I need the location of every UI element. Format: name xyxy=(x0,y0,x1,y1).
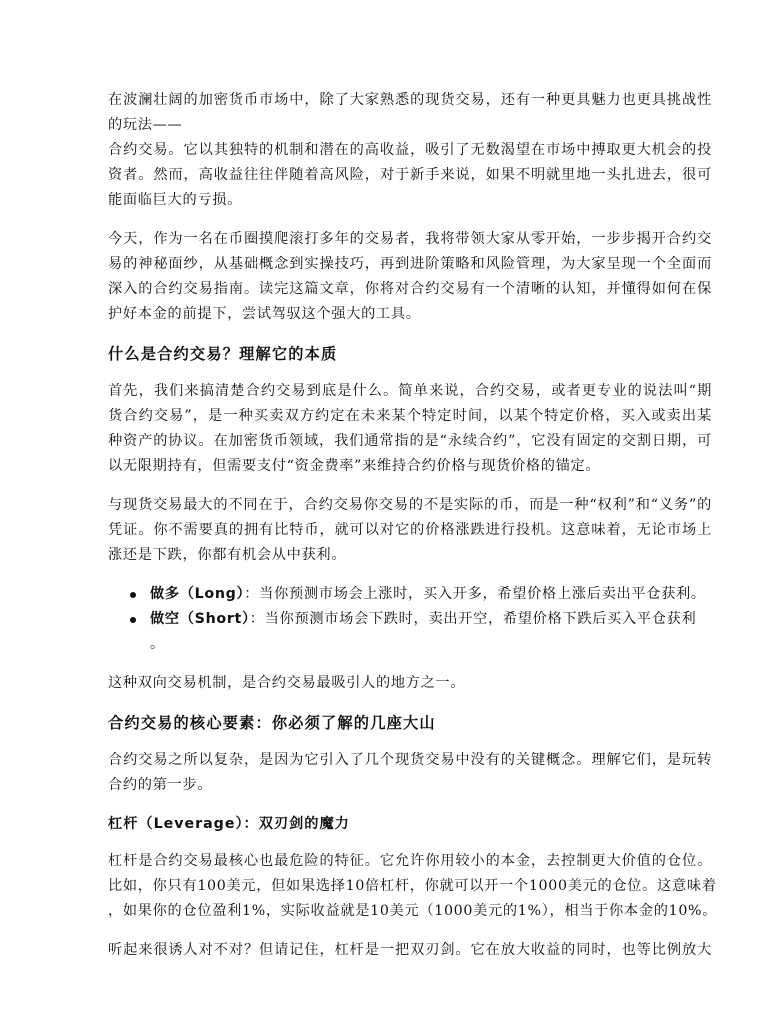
text-line: 能面临巨大的亏损。 xyxy=(108,192,242,208)
text-line: 易的神秘面纱，从基础概念到实操技巧，再到进阶策略和风险管理，为大家呈现一个全面而 xyxy=(108,256,712,272)
text-line: 今天，作为一名在币圈摸爬滚打多年的交易者，我将带领大家从零开始，一步步揭开合约交 xyxy=(108,231,712,247)
text-line: 合约的第一步。 xyxy=(108,777,213,793)
text-line: 货合约交易”，是一种买卖双方约定在未来某个特定时间，以某个特定价格，买入或卖出某 xyxy=(108,408,712,424)
text-line: 涨还是下跌，你都有机会从中获利。 xyxy=(108,547,347,563)
text-line: 杠杆是合约交易最核心也最危险的特征。它允许你用较小的本金，去控制更大价值的仓位。 xyxy=(108,853,712,869)
leverage-paragraph-2 xyxy=(108,938,712,963)
text-line xyxy=(150,607,712,632)
list-item-short xyxy=(108,607,712,657)
section1-paragraph-2 xyxy=(108,493,712,568)
intro-paragraph-1 xyxy=(108,88,712,213)
long-short-list xyxy=(108,582,712,657)
text-line: 深入的合约交易指南。读完这篇文章，你将对合约交易有一个清晰的认知，并懂得如何在保 xyxy=(108,281,712,297)
text-line: 合约交易之所以复杂，是因为它引入了几个现货交易中没有的关键概念。理解它们，是玩转 xyxy=(108,752,712,768)
text-line: 听起来很诱人对不对？但请记住，杠杆是一把双刃剑。它在放大收益的同时，也等比例放大 xyxy=(108,942,712,958)
list-item-long xyxy=(108,582,712,607)
bullet-text: ：当你预测市场会上涨时，买入开多，希望价格上涨后卖出平仓获利。 xyxy=(244,586,706,602)
text-line: 资者。然而，高收益往往伴随着高风险，对于新手来说，如果不明就里地一头扎进去，很可 xyxy=(108,167,712,183)
subheading-leverage: 杠杆（Leverage）：双刃剑的魔力 xyxy=(108,816,350,832)
text-line: 首先，我们来搞清楚合约交易到底是什么。简单来说，合约交易，或者更专业的说法叫“期 xyxy=(108,383,712,399)
intro-paragraph-2 xyxy=(108,227,712,327)
bullet-icon xyxy=(130,617,136,623)
section1-paragraph-1 xyxy=(108,379,712,479)
section-heading-what-is-contract: 什么是合约交易？理解它的本质 xyxy=(108,345,338,363)
leverage-paragraph-1 xyxy=(108,849,718,924)
section-heading-core-elements: 合约交易的核心要素：你必须了解的几座大山 xyxy=(108,714,436,732)
text-line: 。 xyxy=(150,636,165,652)
section2-paragraph-1 xyxy=(108,748,712,798)
text-line: 在波澜壮阔的加密货币市场中，除了大家熟悉的现货交易，还有一种更具魅力也更具挑战性 xyxy=(108,92,712,108)
text-line: 的玩法—— xyxy=(108,117,183,133)
article xyxy=(108,88,718,977)
text-line: 与现货交易最大的不同在于，合约交易你交易的不是实际的币，而是一种“权利”和“义务”的 xyxy=(108,497,712,513)
text-line: 种资产的协议。在加密货币领域，我们通常指的是“永续合约”，它没有固定的交割日期，可 xyxy=(108,433,712,449)
text-line: 比如，你只有100美元，但如果选择10倍杠杆，你就可以开一个1000美元的仓位。这意味着 xyxy=(108,878,717,894)
bullet-icon xyxy=(130,592,136,598)
bullet-text: ：当你预测市场会下跌时，卖出开空，希望价格下跌后买入平仓获利 xyxy=(249,611,697,627)
text-line: ，如果你的仓位盈利1%，实际收益就是10美元（1000美元的1%），相当于你本金的10%。 xyxy=(108,903,718,919)
text-line xyxy=(150,582,712,607)
term-long: 做多（Long） xyxy=(150,586,245,602)
text-line: 凭证。你不需要真的拥有比特币，就可以对它的价格涨跌进行投机。这意味着，无论市场上 xyxy=(108,522,712,538)
text-line: 合约交易。它以其独特的机制和潜在的高收益，吸引了无数渴望在市场中搏取更大机会的投 xyxy=(108,142,712,158)
text-line: 以无限期持有，但需要支付“资金费率”来维持合约价格与现货价格的锚定。 xyxy=(108,458,601,474)
term-short: 做空（Short） xyxy=(150,611,250,627)
text-line: 护好本金的前提下，尝试驾驭这个强大的工具。 xyxy=(108,306,421,322)
section1-paragraph-3: 这种双向交易机制，是合约交易最吸引人的地方之一。 xyxy=(108,675,466,691)
